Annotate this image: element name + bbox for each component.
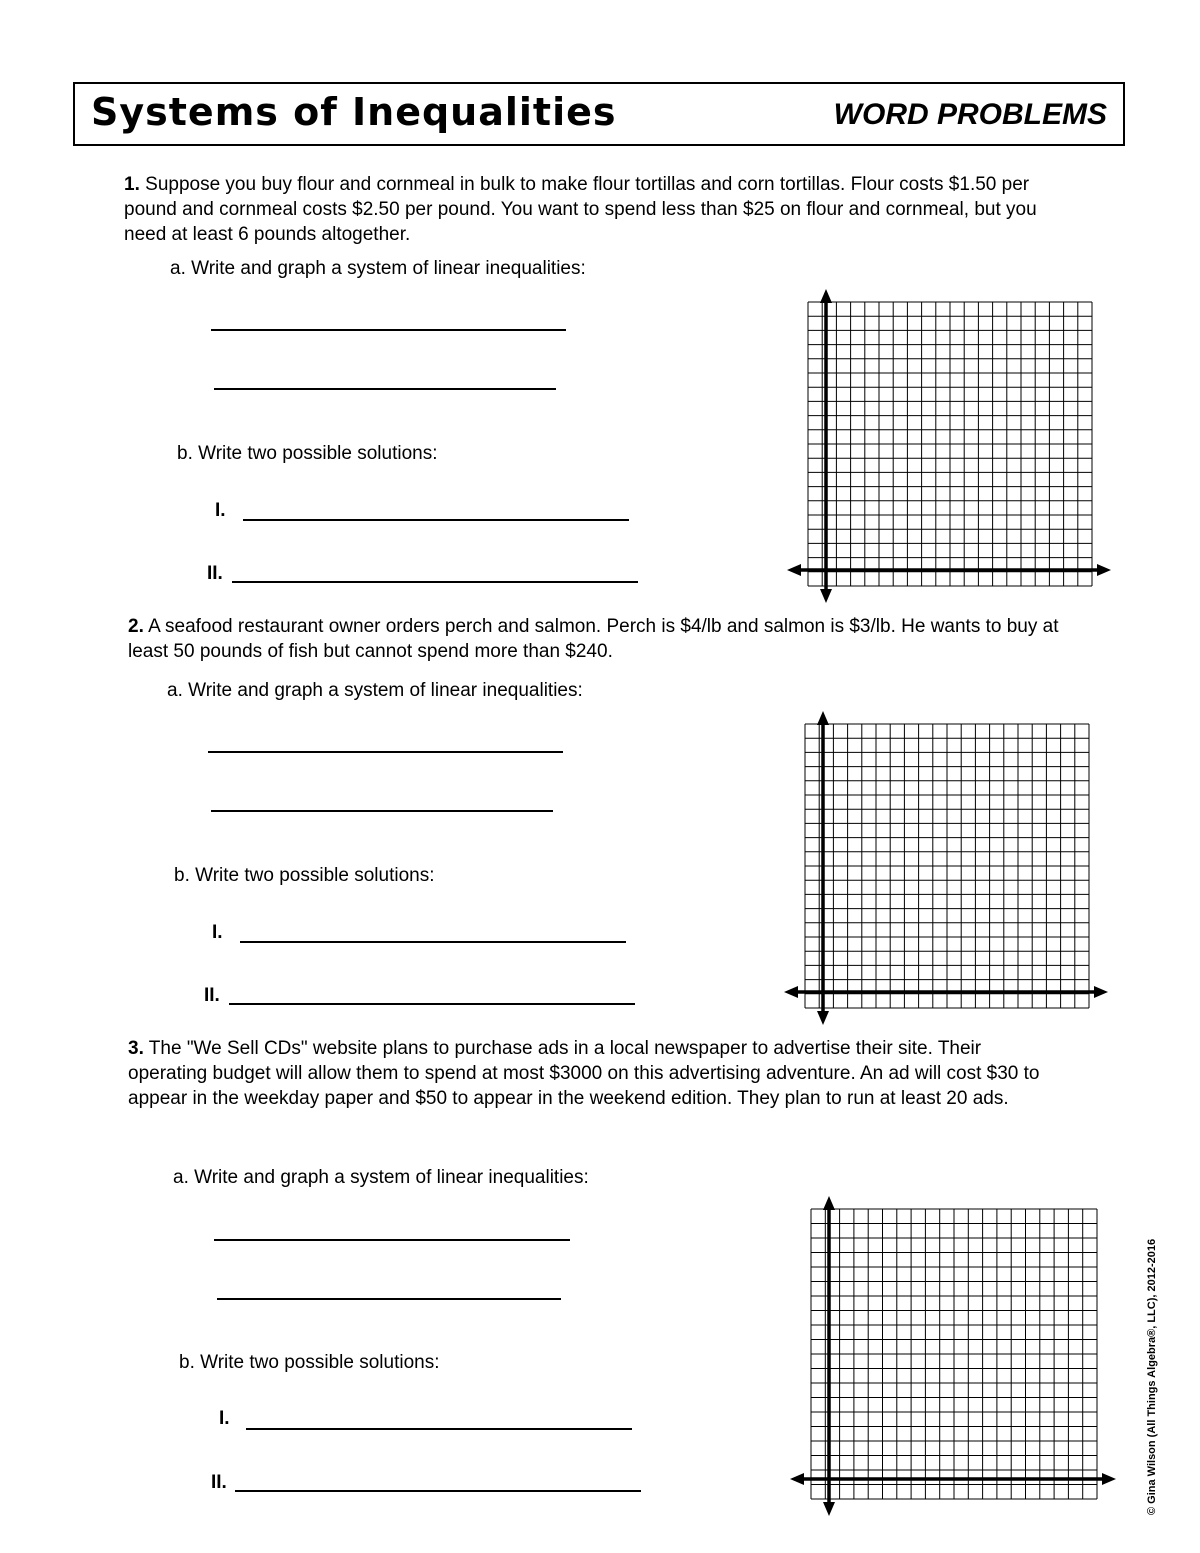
solution-ii-label: II.: [211, 1472, 227, 1493]
solution-i-line[interactable]: [240, 941, 626, 943]
grid-lines: [805, 724, 1089, 1008]
y-axis-arrow-up: [823, 1196, 835, 1210]
page-subtitle: WORD PROBLEMS: [833, 98, 1107, 131]
y-axis-arrow-up: [820, 289, 832, 303]
part-a-prompt: a. Write and graph a system of linear inequalities:: [167, 680, 583, 701]
y-axis-arrow-down: [823, 1502, 835, 1516]
page-title: Systems of Inequalities: [91, 90, 617, 134]
solution-ii-line[interactable]: [232, 581, 638, 583]
problem-3: [128, 1036, 1063, 1111]
solution-ii-line[interactable]: [229, 1003, 635, 1005]
solution-i-label: I.: [215, 500, 226, 521]
problem-text: Suppose you buy flour and cornmeal in bulk to make flour tortillas and corn tortillas. Flour costs $1.50 per pound and cornmeal costs $2.50 per pound. You want to spend less than $25 on flour and cornmeal, but you need at least 6 pounds altogether.: [124, 174, 1037, 245]
part-b-prompt: b. Write two possible solutions:: [179, 1352, 440, 1373]
problem-text: The "We Sell CDs" website plans to purchase ads in a local newspaper to advertise their site. Their operating budget will allow them to spend at most $3000 on this advertising adventure. An ad will cost $30 to appear in the weekday paper and $50 to appear in the weekend edition. They plan to run at least 20 ads.: [128, 1038, 1040, 1109]
coordinate-grid[interactable]: [789, 1195, 1117, 1517]
part-b-prompt: b. Write two possible solutions:: [177, 443, 438, 464]
x-axis-arrow-left: [790, 1473, 804, 1485]
problem-2: [128, 614, 1078, 664]
problem-text: A seafood restaurant owner orders perch and salmon. Perch is $4/lb and salmon is $3/lb. He wants to buy at least 50 pounds of fish but cannot spend more than $240.: [128, 616, 1059, 662]
x-axis-arrow-right: [1094, 986, 1108, 998]
coordinate-grid[interactable]: [786, 288, 1112, 604]
x-axis-arrow-left: [784, 986, 798, 998]
solution-ii-label: II.: [207, 563, 223, 584]
solution-ii-label: II.: [204, 985, 220, 1006]
solution-i-label: I.: [212, 922, 223, 943]
y-axis-arrow-down: [820, 589, 832, 603]
problem-number: 2.: [128, 616, 144, 637]
x-axis-arrow-right: [1102, 1473, 1116, 1485]
x-axis-arrow-left: [787, 564, 801, 576]
coordinate-grid[interactable]: [783, 710, 1109, 1026]
part-a-prompt: a. Write and graph a system of linear inequalities:: [170, 258, 586, 279]
copyright-notice: © Gina Wilson (All Things Algebra®, LLC), 2012-2016: [1146, 1238, 1158, 1515]
problem-number: 1.: [124, 174, 140, 195]
answer-line[interactable]: [217, 1298, 561, 1300]
solution-i-line[interactable]: [243, 519, 629, 521]
y-axis-arrow-down: [817, 1011, 829, 1025]
answer-line[interactable]: [211, 810, 553, 812]
solution-ii-line[interactable]: [235, 1490, 641, 1492]
solution-i-label: I.: [219, 1408, 230, 1429]
problem-number: 3.: [128, 1038, 144, 1059]
problem-1: [124, 172, 1054, 247]
answer-line[interactable]: [208, 751, 563, 753]
answer-line[interactable]: [211, 329, 566, 331]
y-axis-arrow-up: [817, 711, 829, 725]
header-box: [73, 82, 1125, 146]
x-axis-arrow-right: [1097, 564, 1111, 576]
grid-lines: [808, 302, 1092, 586]
grid-lines: [811, 1209, 1097, 1499]
part-a-prompt: a. Write and graph a system of linear inequalities:: [173, 1167, 589, 1188]
answer-line[interactable]: [214, 1239, 570, 1241]
solution-i-line[interactable]: [246, 1428, 632, 1430]
part-b-prompt: b. Write two possible solutions:: [174, 865, 435, 886]
answer-line[interactable]: [214, 388, 556, 390]
